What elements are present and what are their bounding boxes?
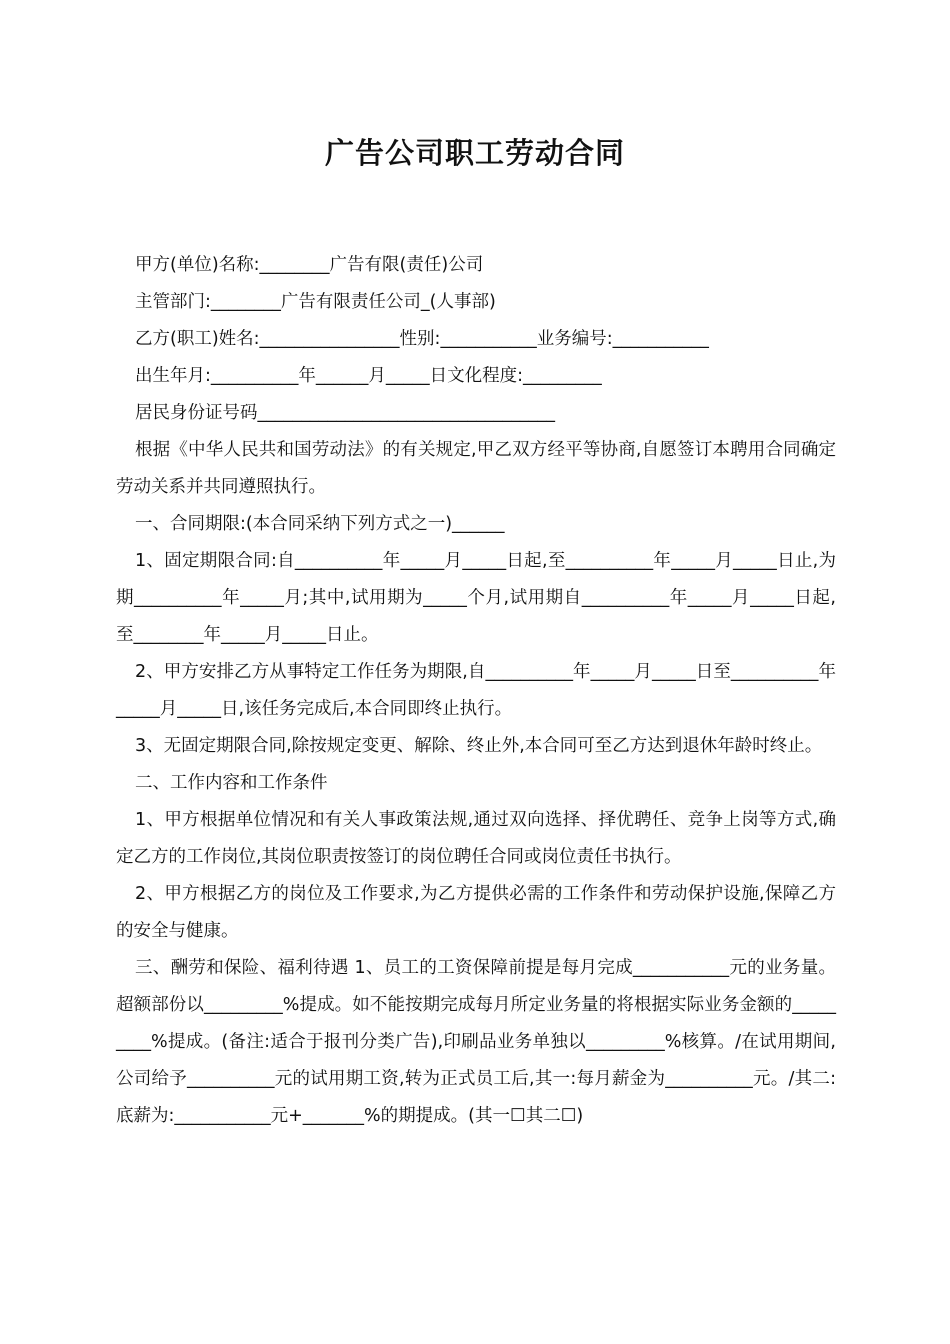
document-title: 广告公司职工劳动合同 — [324, 136, 625, 170]
party-a-line: 甲方(单位)名称:________广告有限(责任)公司 — [135, 255, 484, 275]
party-b-line: 乙方(职工)姓名:________________性别:___________业务编号:___________ — [135, 329, 709, 349]
birth-line: 出生年月:__________年______月_____日文化程度:_________ — [135, 366, 602, 386]
document-body — [116, 247, 836, 1135]
department-line: 主管部门:________广告有限责任公司_(人事部) — [135, 292, 496, 312]
section1-item3: 3、无固定期限合同,除按规定变更、解除、终止外,本合同可至乙方达到退休年龄时终止。 — [135, 736, 823, 756]
intro-paragraph: 根据《中华人民共和国劳动法》的有关规定,甲乙双方经平等协商,自愿签订本聘用合同确定劳动关系并共同遵照执行。 — [116, 440, 836, 497]
section2-item2: 2、甲方根据乙方的岗位及工作要求,为乙方提供必需的工作条件和劳动保护设施,保障乙方的安全与健康。 — [116, 884, 836, 941]
section2-title: 二、工作内容和工作条件 — [135, 773, 328, 793]
id-number-line: 居民身份证号码__________________________________ — [135, 403, 555, 423]
section1-item1: 1、固定期限合同:自__________年_____月_____日起,至__________年_____月_____日止,为期__________年_____月;其中,试用期为_____个月,试用期自__________年_____月_____日起,至________年_____月_____日止。 — [116, 551, 836, 645]
section2-item1: 1、甲方根据单位情况和有关人事政策法规,通过双向选择、择优聘任、竞争上岗等方式,确定乙方的工作岗位,其岗位职责按签订的岗位聘任合同或岗位责任书执行。 — [116, 810, 836, 867]
section3-paragraph: 三、酬劳和保险、福利待遇 1、员工的工资保障前提是每月完成___________元的业务量。超额部份以_________%提成。如不能按期完成每月所定业务量的将根据实际业务金额的_________%提成。(备注:适合于报刊分类广告),印刷品业务单独以_________%核算。/在试用期间,公司给予__________元的试用期工资,转为正式员工后,其一:每月薪金为__________元。/其二:底薪为:___________元+_______%的期提成。(其一☐其二☐) — [116, 958, 836, 1126]
section1-title: 一、合同期限:(本合同采纳下列方式之一)______ — [135, 514, 505, 534]
section1-item2: 2、甲方安排乙方从事特定工作任务为期限,自__________年_____月_____日至__________年_____月_____日,该任务完成后,本合同即终止执行。 — [116, 662, 836, 719]
